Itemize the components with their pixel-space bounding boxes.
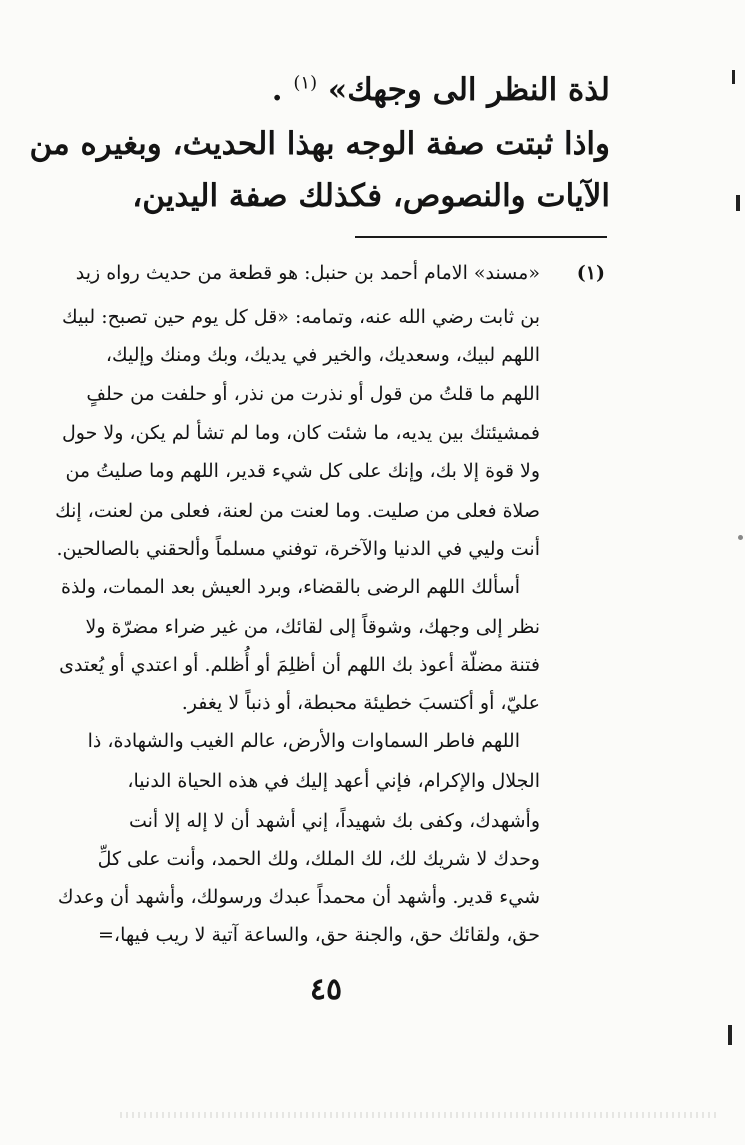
- footnote-line-8: أنت وليي في الدنيا والآخرة، توفني مسلماً وألحقني بالصالحين.: [56, 538, 540, 560]
- footnote-line-12: عليّ، أو أكتسبَ خطيئة محبطة، أو ذنباً لا يغفر.: [181, 692, 540, 714]
- main-line-1: [272, 72, 610, 108]
- footnote-line-16: وحدك لا شريك لك، لك الملك، ولك الحمد، وأنت على كلِّ: [97, 848, 540, 870]
- footnote-marker: (١): [576, 262, 605, 284]
- footnote-line-14: الجلال والإكرام، فإني أعهد إليك في هذه الحياة الدنيا،: [127, 770, 540, 792]
- footnote-line-1: «مسند» الامام أحمد بن حنبل: هو قطعة من حديث رواه زيد: [75, 262, 540, 284]
- main-line-3: الآيات والنصوص، فكذلك صفة اليدين،: [132, 178, 610, 214]
- footnote-line-17: شيء قدير. وأشهد أن محمداً عبدك ورسولك، وأشهد أن وعدك: [57, 886, 540, 908]
- footnote-line-7: صلاة فعلى من صليت. وما لعنت من لعنة، فعلى من لعنت، إنك: [55, 500, 540, 522]
- main-line-1-text: لذة النظر الى وجهك»: [327, 72, 610, 108]
- footnote-reference: (١): [293, 72, 318, 94]
- footnote-line-4: اللهم ما قلتُ من قول أو نذرت من نذر، أو حلفت من حلفٍ: [86, 383, 540, 405]
- main-line-1-end: .: [271, 72, 283, 108]
- footnote-line-10: نظر إلى وجهك، وشوقاً إلى لقائك، من غير ضراء مضرّة ولا: [85, 616, 540, 638]
- footnote-line-15: وأشهدك، وكفى بك شهيداً، إني أشهد أن لا إله إلا أنت: [128, 810, 540, 832]
- footnote-line-13: اللهم فاطر السماوات والأرض، عالم الغيب والشهادة، ذا: [87, 730, 520, 752]
- main-line-2: واذا ثبتت صفة الوجه بهذا الحديث، وبغيره من: [29, 126, 610, 162]
- footnote-separator: [355, 236, 607, 238]
- footnote-line-9: أسألك اللهم الرضى بالقضاء، وبرد العيش بعد الممات، ولذة: [61, 576, 520, 598]
- footnote-line-18: حق، ولقائك حق، والجنة حق، والساعة آتية لا ريب فيها،=: [98, 924, 540, 946]
- footnote-line-11: فتنة مضلّة أعوذ بك اللهم أن أظلِمَ أو أُظلم. أو اعتدي أو يُعتدى: [59, 654, 540, 676]
- footnote-line-6: ولا قوة إلا بك، وإنك على كل شيء قدير، اللهم وما صليتُ من: [65, 460, 540, 482]
- scan-mark-bottom: [728, 1025, 732, 1045]
- page-number: ٤٥: [309, 972, 343, 1007]
- scan-speck: [738, 535, 743, 540]
- scan-mark-mid: [736, 195, 740, 211]
- scan-mark-top: [732, 70, 735, 84]
- footnote-line-2: بن ثابت رضي الله عنه، وتمامه: «قل كل يوم حين تصبح: لبيك: [61, 306, 540, 328]
- scan-edge-noise: [120, 1112, 720, 1118]
- footnote-line-5: فمشيئتك بين يديه، ما شئت كان، وما لم تشأ لم يكن، ولا حول: [61, 422, 540, 444]
- footnote-line-3: اللهم لبيك، وسعديك، والخير في يديك، وبك ومنك وإليك،: [105, 344, 540, 366]
